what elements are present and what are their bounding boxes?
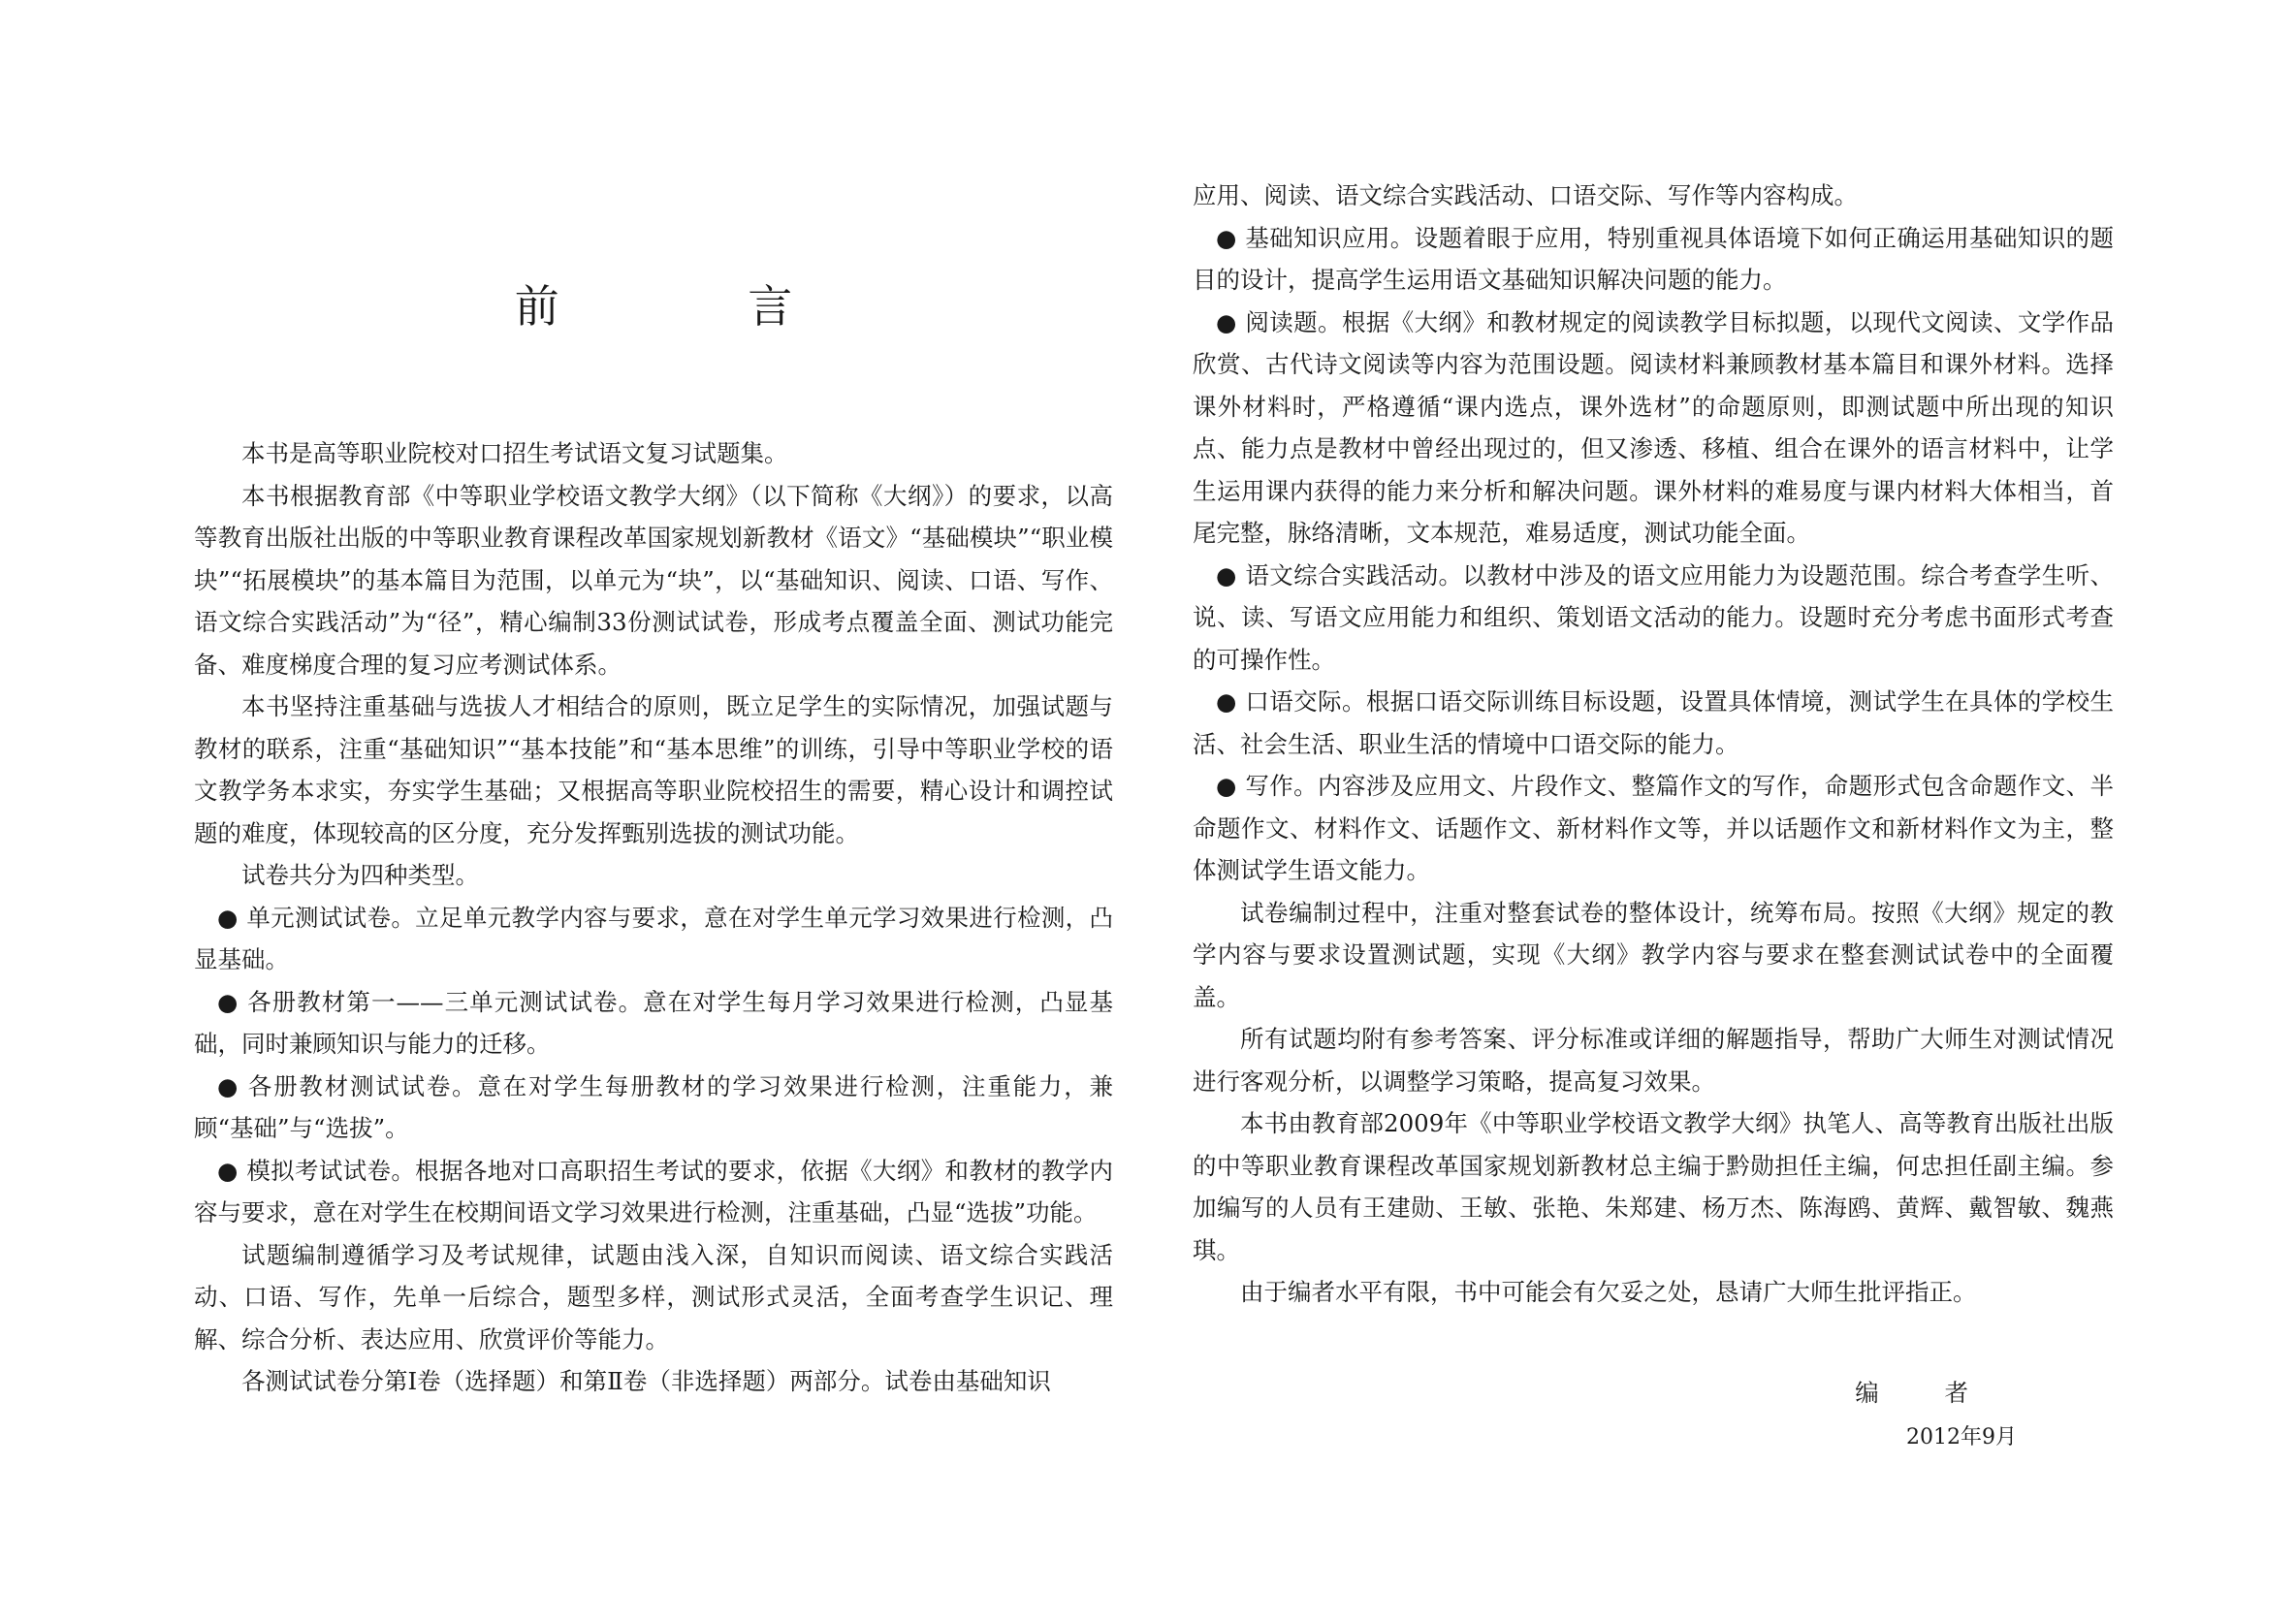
bullet-paragraph: [194, 897, 1113, 981]
body-paragraph: 所有试题均附有参考答案、评分标准或详细的解题指导，帮助广大师生对测试情况进行客观分析，以调整学习策略，提高复习效果。: [1193, 1025, 2114, 1096]
bullet-paragraph: [1193, 681, 2114, 765]
bullet-text: 单元测试试卷。立足单元教学内容与要求，意在对学生单元学习效果进行检测，凸显基础。: [194, 903, 1113, 973]
bullet-paragraph: [1193, 765, 2114, 892]
bullet-text: 各册教材测试试卷。意在对学生每册教材的学习效果进行检测，注重能力，兼顾“基础”与“选拔”。: [194, 1071, 1113, 1142]
bullet-text: 模拟考试试卷。根据各地对口高职招生考试的要求，依据《大纲》和教材的教学内容与要求，意在对学生在校期间语文学习效果进行检测，注重基础，凸显“选拔”功能。: [194, 1156, 1113, 1226]
bullet-paragraph: [194, 1150, 1113, 1234]
bullet-icon: ●: [1216, 223, 1237, 252]
body-paragraph: 本书坚持注重基础与选拔人才相结合的原则，既立足学生的实际情况，加强试题与教材的联系，注重“基础知识”“基本技能”和“基本思维”的训练，引导中等职业学校的语文教学务本求实，夯实学生基础；又根据高等职业院校招生的需要，精心设计和调控试题的难度，体现较高的区分度，充分发挥甄别选拔的测试功能。: [194, 692, 1113, 847]
body-paragraph: 本书是高等职业院校对口招生考试语文复习试题集。: [241, 439, 788, 467]
left-body-text: [194, 432, 1113, 1403]
bullet-icon: ●: [217, 903, 239, 932]
bullet-icon: ●: [1216, 560, 1237, 589]
bullet-text: 语文综合实践活动。以教材中涉及的语文应用能力为设题范围。综合考查学生听、说、读、写语文应用能力和组织、策划语文活动的能力。设题时充分考虑书面形式考查的可操作性。: [1193, 560, 2114, 674]
bullet-icon: ●: [217, 1156, 239, 1185]
publication-date: 2012年9月: [1906, 1425, 2017, 1449]
bullet-icon: ●: [1216, 687, 1237, 716]
bullet-paragraph: [194, 1066, 1113, 1150]
bullet-paragraph: [1193, 217, 2114, 302]
bullet-text: 阅读题。根据《大纲》和教材规定的阅读教学目标拟题，以现代文阅读、文学作品欣赏、古代诗文阅读等内容为范围设题。阅读材料兼顾教材基本篇目和课外材料。选择课外材料时，严格遵循“课内选点，课外选材”的命题原则，即测试题中所出现的知识点、能力点是教材中曾经出现过的，但又渗透、移植、组合在课外的语言材料中，让学生运用课内获得的能力来分析和解决问题。课外材料的难易度与课内材料大体相当，首尾完整，脉络清晰，文本规范，难易适度，测试功能全面。: [1193, 307, 2114, 547]
author-signature: 编 者: [1855, 1379, 1997, 1407]
body-paragraph: 试题编制遵循学习及考试规律，试题由浅入深，自知识而阅读、语文综合实践活动、口语、写作，先单一后综合，题型多样，测试形式灵活，全面考查学生识记、理解、综合分析、表达应用、欣赏评价等能力。: [194, 1240, 1113, 1353]
bullet-text: 各册教材第一——三单元测试试卷。意在对学生每月学习效果进行检测，凸显基础，同时兼顾知识与能力的迁移。: [194, 987, 1113, 1058]
bullet-icon: ●: [1216, 307, 1237, 336]
bullet-paragraph: [1193, 302, 2114, 555]
bullet-icon: ●: [1216, 772, 1237, 800]
body-paragraph: 本书根据教育部《中等职业学校语文教学大纲》（以下简称《大纲》）的要求，以高等教育出版社出版的中等职业教育课程改革国家规划新教材《语文》“基础模块”“职业模块”“拓展模块”的基本篇目为范围，以单元为“块”，以“基础知识、阅读、口语、写作、语文综合实践活动”为“径”，精心编制33份测试试卷，形成考点覆盖全面、测试功能完备、难度梯度合理的复习应考测试体系。: [194, 481, 1113, 679]
body-paragraph: 试卷编制过程中，注重对整套试卷的整体设计，统筹布局。按照《大纲》规定的教学内容与要求设置测试题，实现《大纲》教学内容与要求在整套测试试卷中的全面覆盖。: [1193, 898, 2114, 1011]
bullet-text: 口语交际。根据口语交际训练目标设题，设置具体情境，测试学生在具体的学校生活、社会生活、职业生活的情境中口语交际的能力。: [1193, 687, 2114, 758]
bullet-paragraph: [1193, 555, 2114, 682]
page-title: 前 言: [514, 280, 880, 333]
bullet-text: 基础知识应用。设题着眼于应用，特别重视具体语境下如何正确运用基础知识的题目的设计，提高学生运用语文基础知识解决问题的能力。: [1193, 223, 2114, 294]
bullet-icon: ●: [217, 1071, 239, 1100]
body-paragraph: 试卷共分为四种类型。: [241, 861, 479, 889]
body-paragraph: 本书由教育部2009年《中等职业学校语文教学大纲》执笔人、高等教育出版社出版的中等职业教育课程改革国家规划新教材总主编于黔勋担任主编，何忠担任副主编。参加编写的人员有王建勋、王敏、张艳、朱郑建、杨万杰、陈海鸥、黄辉、戴智敏、魏燕琪。: [1193, 1109, 2114, 1264]
right-body-text: [1193, 175, 2114, 1314]
body-paragraph: 应用、阅读、语文综合实践活动、口语交际、写作等内容构成。: [1193, 181, 1858, 209]
right-page: [1193, 0, 2114, 1624]
body-paragraph: 由于编者水平有限，书中可能会有欠妥之处，恳请广大师生批评指正。: [1240, 1278, 1977, 1306]
body-paragraph: 各测试试卷分第Ⅰ卷（选择题）和第Ⅱ卷（非选择题）两部分。试卷由基础知识: [241, 1367, 1051, 1395]
bullet-icon: ●: [217, 987, 239, 1016]
bullet-paragraph: [194, 981, 1113, 1066]
left-page: [194, 0, 1113, 1624]
bullet-text: 写作。内容涉及应用文、片段作文、整篇作文的写作，命题形式包含命题作文、半命题作文、材料作文、话题作文、新材料作文等，并以话题作文和新材料作文为主，整体测试学生语文能力。: [1193, 772, 2114, 884]
